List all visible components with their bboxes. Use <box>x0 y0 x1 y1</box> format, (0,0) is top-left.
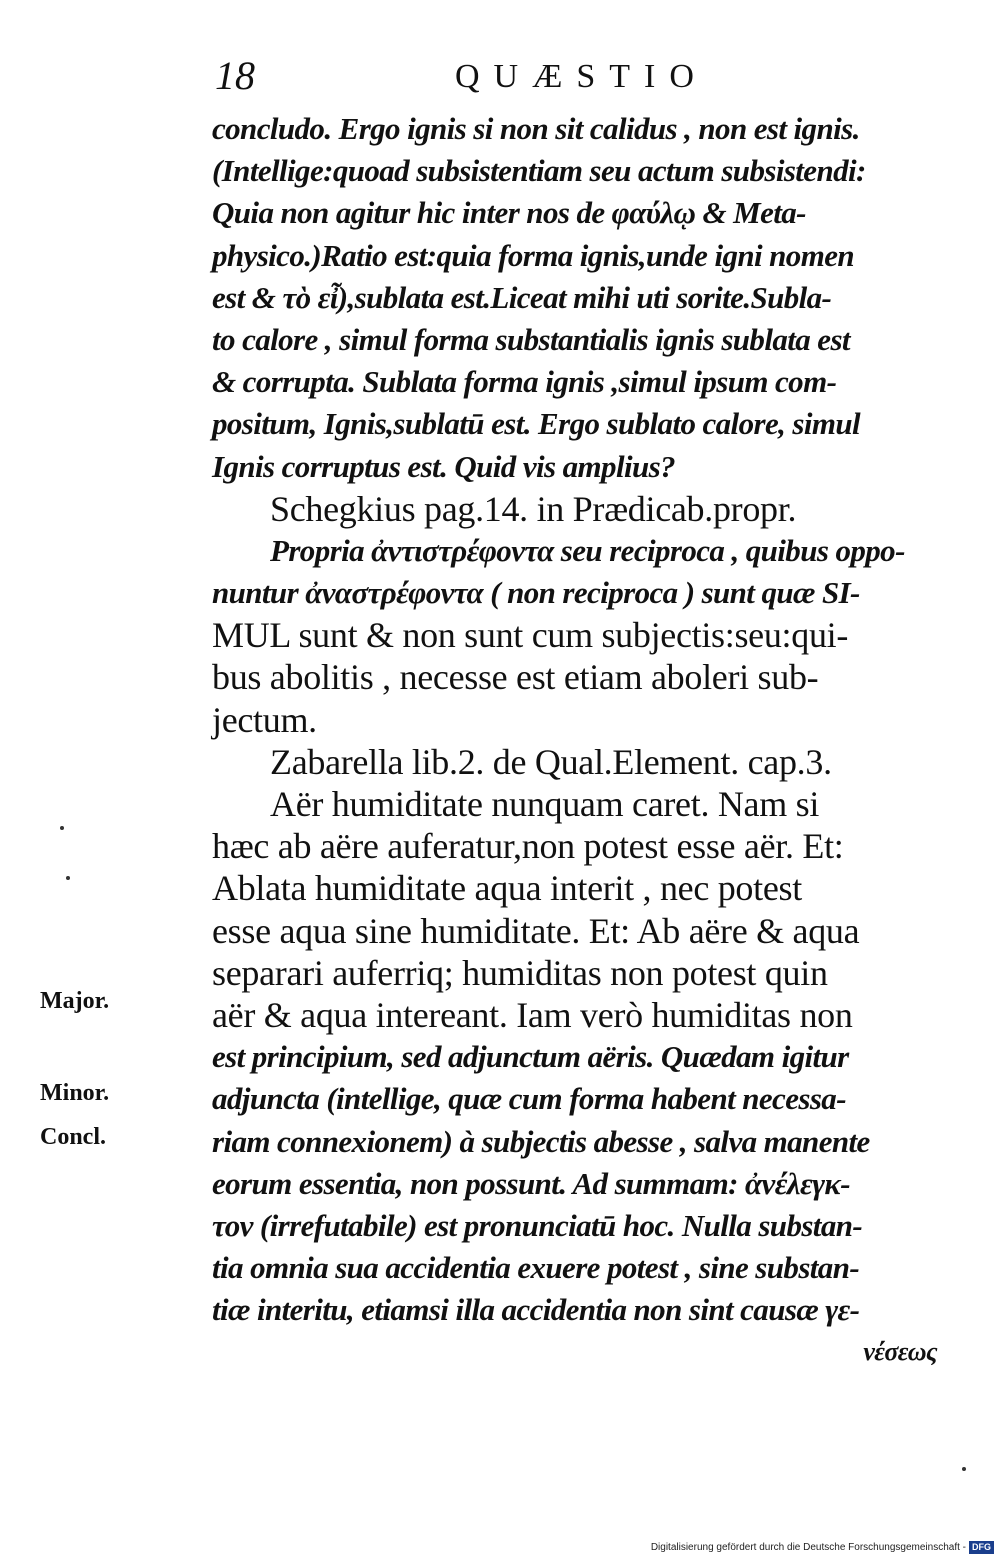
footer-text: Digitalisierung gefördert durch die Deutsche Forschungsgemeinschaft - <box>650 1542 966 1553</box>
text-line: MUL sunt & non sunt cum subjectis:seu:qui- <box>212 615 849 656</box>
text-line: physico.)Ratio est:quia forma ignis,unde igni nomen <box>212 237 855 273</box>
body-text <box>212 108 957 1374</box>
citation-heading: Schegkius pag.14. in Prædicab.propr. <box>270 488 797 529</box>
text-line: eorum essentia, non possunt. Ad summam: ἀνέλεγκ- <box>212 1165 850 1201</box>
digitization-footer <box>651 1541 994 1554</box>
text-line: separari auferriq; humiditas non potest quin <box>212 952 828 993</box>
text-line: bus abolitis , necesse est etiam aboleri sub- <box>212 657 819 698</box>
page-number: 18 <box>215 53 255 98</box>
text-line: tia omnia sua accidentia exuere potest , sine substan- <box>212 1250 860 1286</box>
citation-heading: Zabarella lib.2. de Qual.Element. cap.3. <box>270 741 832 782</box>
margin-note-minor: Minor. <box>40 1080 110 1106</box>
margin-note-major: Major. <box>40 988 110 1014</box>
dfg-logo: DFG <box>969 1541 994 1554</box>
ink-speck <box>66 876 70 880</box>
text-line: est principium, sed adjunctum aëris. Quædam igitur <box>212 1039 849 1075</box>
text-line: jectum. <box>212 699 317 740</box>
running-head: QUÆSTIO <box>455 58 708 95</box>
ink-speck <box>962 1467 966 1471</box>
text-line: esse aqua sine humiditate. Et: Ab aëre & aqua <box>212 910 860 951</box>
text-line: Aër humiditate nunquam caret. Nam si <box>270 784 820 824</box>
text-line: Propria ἀντιστρέφοντα seu reciproca , quibus oppo- <box>270 532 905 568</box>
text-line: tiæ interitu, etiamsi illa accidentia non sint causæ γε- <box>212 1292 860 1328</box>
text-line: positum, Ignis,sublatū est. Ergo sublato calore, simul <box>212 406 861 442</box>
text-line: riam connexionem) à subjectis abesse , salva manente <box>212 1123 870 1159</box>
catchword: νέσεως <box>863 1337 937 1367</box>
text-line: & corrupta. Sublata forma ignis ,simul ipsum com- <box>212 364 837 400</box>
text-line: adjuncta (intellige, quæ cum forma habent necessa- <box>212 1081 846 1117</box>
margin-note-conclusion: Concl. <box>40 1124 106 1150</box>
text-line: Ignis corruptus est. Quid vis amplius? <box>212 448 675 484</box>
text-line: concludo. Ergo ignis si non sit calidus , non est ignis. <box>212 111 860 146</box>
text-line: τον (irrefutabile) est pronunciatū hoc. Nulla substan- <box>212 1207 863 1243</box>
ink-speck <box>60 826 64 830</box>
text-line: nuntur ἀναστρέφοντα ( non reciproca ) sunt quæ SI- <box>212 575 860 611</box>
text-line: Ablata humiditate aqua interit , nec potest <box>212 868 802 909</box>
text-line: aër & aqua intereant. Iam verò humiditas non <box>212 994 853 1035</box>
text-line: est & τὸ εἶ),sublata est.Liceat mihi uti sorite.Subla- <box>212 279 832 315</box>
text-line: (Intellige:quoad subsistentiam seu actum subsistendi: <box>212 153 866 189</box>
page-header <box>215 52 955 102</box>
text-line: hæc ab aëre auferatur,non potest esse aër. Et: <box>212 826 844 867</box>
text-line: Quia non agitur hic inter nos de φαύλῳ & Meta- <box>212 195 806 231</box>
text-line: to calore , simul forma substantialis ignis sublata est <box>212 321 850 357</box>
